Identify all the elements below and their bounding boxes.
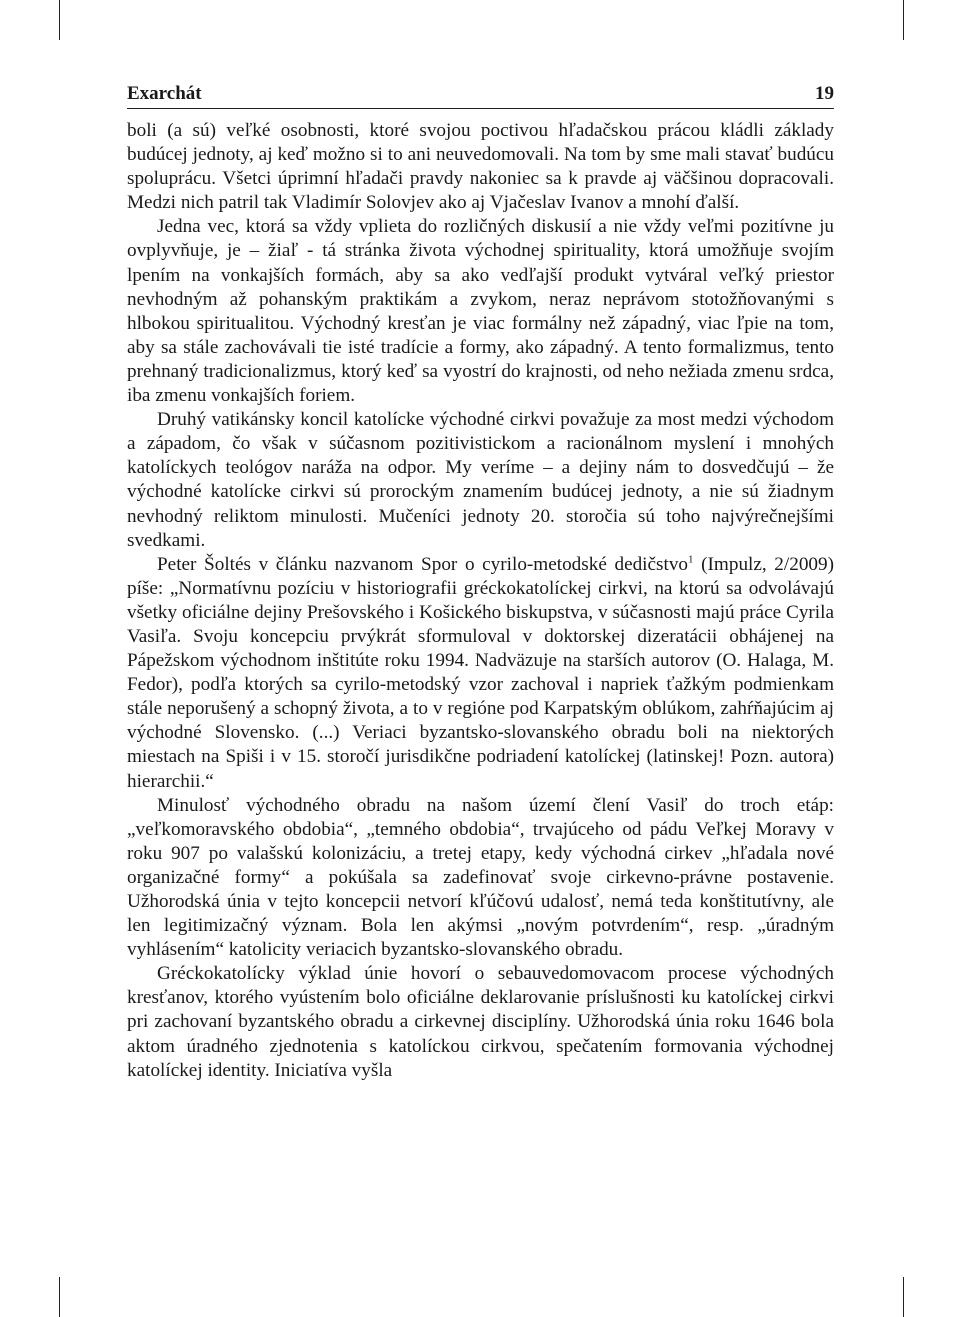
crop-mark [59, 1277, 60, 1317]
paragraph [127, 553, 834, 794]
header-title: Exarchát [127, 83, 202, 104]
crop-mark [59, 0, 60, 40]
footnote-marker: 1 [688, 553, 694, 566]
body-text [127, 119, 834, 1083]
running-header [127, 82, 834, 109]
crop-mark [903, 1277, 904, 1317]
page-number: 19 [815, 83, 834, 104]
paragraph: Jedna vec, ktorá sa vždy vplieta do rozličných diskusií a nie vždy veľmi pozitívne ju ovplyvňuje, je – žiaľ - tá stránka života východnej spirituality, ktorá umožňuje svojím lpením na vonkajších formách, aby sa ako vedľajší produkt vytváral veľký priestor nevhodným až pohanským praktikám a zvykom, neraz neprávom stotožňovanými s hlbokou spiritualitou. Východný kresťan je viac formálny než západný, viac ľpie na tom, aby sa stále zachovávali tie isté tradície a formy, ako západný. A tento formalizmus, tento prehnaný tradicionalizmus, ktorý keď sa vyostrí do krajnosti, od neho nežiada zmenu srdca, iba zmenu vonkajších foriem. [127, 216, 834, 407]
crop-mark [903, 0, 904, 40]
paragraph: Druhý vatikánsky koncil katolícke východné cirkvi považuje za most medzi východom a západom, čo však v súčasnom pozitivistickom a racionálnom myslení i mnohých katolíckych teológov naráža na odpor. My veríme – a dejiny nám to dosvedčujú – že východné katolícke cirkvi sú prorockým znamením budúcej jednoty, a nie sú žiadnym nevhodný reliktom minulosti. Mučeníci jednoty 20. storočia sú toho najvýrečnejšími svedkami. [127, 409, 834, 551]
paragraph: boli (a sú) veľké osobnosti, ktoré svojou poctivou hľadačskou prácou kládli základy budúcej jednoty, aj keď možno si to ani neuvedomovali. Na tom by sme mali stavať budúcu spoluprácu. Všetci úprimní hľadači pravdy nakoniec sa k pravde aj väčšinou dopracovali. Medzi nich patril tak Vladimír Solovjev ako aj Vjačeslav Ivanov a mnohí ďalší. [127, 120, 834, 214]
paragraph: Gréckokatolícky výklad únie hovorí o sebauvedomovacom procese východných kresťanov, ktorého vyústením bolo oficiálne deklarovanie príslušnosti ku katolíckej cirkvi pri zachovaní byzantského obradu a cirkevnej disciplíny. Užhorodská únia roku 1646 bola aktom úradného zjednotenia s katolíckou cirkvou, spečatením formovania východnej katolíckej identity. Iniciatíva vyšla [127, 963, 834, 1081]
paragraph: Minulosť východného obradu na našom území člení Vasiľ do troch etáp: „veľkomoravského obdobia“, „temného obdobia“, trvajúceho od pádu Veľkej Moravy v roku 907 po valašskú kolonizáciu, a tretej etapy, kedy východná cirkev „hľadala nové organizačné formy“ a pokúšala sa zadefinovať svoje cirkevno-právne postavenie. Užhorodská únia v tejto koncepcii netvorí kľúčovú udalosť, nemá teda konštitutívny, ale len legitimizačný význam. Bola len akýmsi „novým potvrdením“, resp. „úradným vyhlásením“ katolicity veriacich byzantsko-slovanského obradu. [127, 794, 834, 961]
paragraph-text: Peter Šoltés v článku nazvanom Spor o cyrilo-metodské dedičstvo [157, 553, 689, 575]
paragraph-text: (Impulz, 2/2009) píše: „Normatívnu pozíciu v historiografii gréckokatolíckej cirkvi, na ktorú sa odvolávajú všetky oficiálne dejiny Prešovského i Košického biskupstva, v súčasnosti majú práce Cyrila Vasiľa. Svoju koncepciu prvýkrát sformuloval v doktorskej dizeratácii obhájenej na Pápežskom východnom inštitúte roku 1994. Nadväzuje na starších autorov (O. Halaga, M. Fedor), podľa ktorých sa cyrilo-metodský vzor zachoval i napriek ťažkým podmienkam stále neporušený a schopný života, a to v regióne pod Karpatským oblúkom, zahŕňajúcim aj východné Slovensko. (...) Veriaci byzantsko-slovanského obradu boli na niektorých miestach na Spiši i v 15. storočí jurisdikčne podriadení katolíckej (latinskej! Pozn. autora) hierarchii.“ [127, 553, 834, 792]
